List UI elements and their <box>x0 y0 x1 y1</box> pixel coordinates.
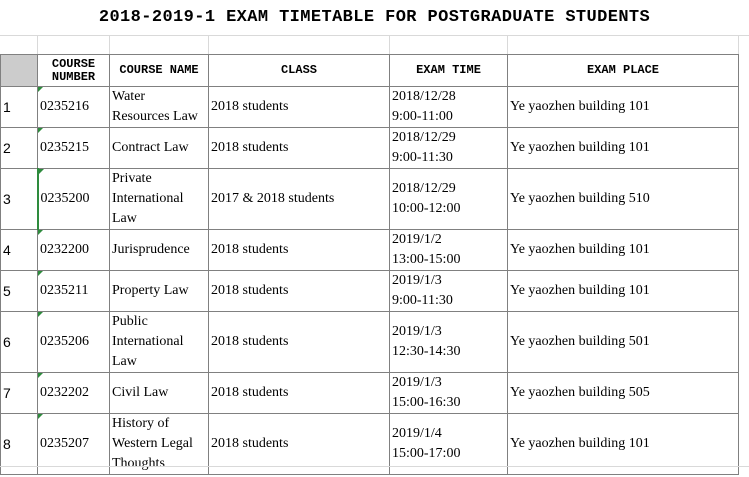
course-name-line: Water <box>112 89 146 104</box>
course-name-line: Private <box>112 171 152 186</box>
header-course-number[interactable]: COURSE NUMBER <box>38 55 110 87</box>
sheet-title: 2018-2019-1 EXAM TIMETABLE FOR POSTGRADUATE STUDENTS <box>98 8 651 27</box>
exam-hours: 12:30-14:30 <box>392 344 461 359</box>
course-number-cell[interactable]: 0235206 <box>38 312 110 373</box>
course-number-cell[interactable]: 0232200 <box>38 230 110 271</box>
course-number-cell[interactable]: 0235215 <box>38 128 110 169</box>
exam-place-cell[interactable]: Ye yaozhen building 101 <box>508 271 739 312</box>
row-number-cell[interactable]: 2 <box>1 128 38 169</box>
header-course-name[interactable]: COURSE NAME <box>110 55 209 87</box>
exam-place-cell[interactable]: Ye yaozhen building 101 <box>508 230 739 271</box>
course-number-cell[interactable]: 0235216 <box>38 87 110 128</box>
exam-time-cell[interactable] <box>390 87 508 128</box>
course-name-line: Contract Law <box>112 140 189 155</box>
course-name-cell[interactable] <box>110 312 209 373</box>
table-row <box>1 169 739 230</box>
course-name-line: Jurisprudence <box>112 242 190 257</box>
exam-date: 2019/1/3 <box>392 375 442 390</box>
empty-grid-row <box>0 35 749 55</box>
course-name-line: Law <box>112 354 137 369</box>
course-name-line: Thoughts <box>112 456 165 471</box>
exam-hours: 15:00-17:00 <box>392 446 461 461</box>
class-cell[interactable]: 2018 students <box>209 271 390 312</box>
exam-hours: 13:00-15:00 <box>392 252 461 267</box>
course-name-line: International <box>112 191 184 206</box>
row-number-cell[interactable]: 1 <box>1 87 38 128</box>
exam-place-cell[interactable]: Ye yaozhen building 510 <box>508 169 739 230</box>
row-number-cell[interactable]: 3 <box>1 169 38 230</box>
header-exam-time[interactable]: EXAM TIME <box>390 55 508 87</box>
exam-time-cell[interactable] <box>390 373 508 414</box>
exam-hours: 9:00-11:00 <box>392 109 453 124</box>
class-cell[interactable]: 2018 students <box>209 87 390 128</box>
exam-date: 2019/1/3 <box>392 324 442 339</box>
exam-place-cell[interactable]: Ye yaozhen building 101 <box>508 128 739 169</box>
exam-time-cell[interactable] <box>390 230 508 271</box>
exam-place-cell[interactable]: Ye yaozhen building 101 <box>508 87 739 128</box>
course-name-line: Public <box>112 314 148 329</box>
exam-date: 2018/12/29 <box>392 181 456 196</box>
exam-date: 2018/12/28 <box>392 89 456 104</box>
row-number-cell[interactable]: 8 <box>1 414 38 475</box>
exam-time-cell[interactable] <box>390 169 508 230</box>
course-name-cell[interactable] <box>110 128 209 169</box>
class-cell[interactable]: 2017 & 2018 students <box>209 169 390 230</box>
course-name-line: International <box>112 334 184 349</box>
exam-hours: 10:00-12:00 <box>392 201 461 216</box>
row-number-cell[interactable]: 6 <box>1 312 38 373</box>
exam-place-cell[interactable]: Ye yaozhen building 501 <box>508 312 739 373</box>
course-name-line: Property Law <box>112 283 189 298</box>
course-name-line: Civil Law <box>112 385 169 400</box>
course-name-cell[interactable] <box>110 87 209 128</box>
course-name-line: Law <box>112 211 137 226</box>
class-cell[interactable]: 2018 students <box>209 414 390 475</box>
course-name-line: Western Legal <box>112 436 193 451</box>
table-row <box>1 128 739 169</box>
course-name-cell[interactable] <box>110 271 209 312</box>
row-number-cell[interactable]: 5 <box>1 271 38 312</box>
table-row <box>1 230 739 271</box>
exam-time-cell[interactable] <box>390 271 508 312</box>
course-number-cell[interactable]: 0235211 <box>38 271 110 312</box>
class-cell[interactable]: 2018 students <box>209 312 390 373</box>
header-exam-place[interactable]: EXAM PLACE <box>508 55 739 87</box>
exam-date: 2018/12/29 <box>392 130 456 145</box>
table-row <box>1 87 739 128</box>
exam-date: 2019/1/3 <box>392 273 442 288</box>
exam-hours: 15:00-16:30 <box>392 395 461 410</box>
course-name-cell[interactable] <box>110 373 209 414</box>
row-header-corner[interactable] <box>1 55 38 87</box>
row-number-cell[interactable]: 4 <box>1 230 38 271</box>
exam-date: 2019/1/2 <box>392 232 442 247</box>
course-name-cell[interactable] <box>110 230 209 271</box>
course-name-line: History of <box>112 416 170 431</box>
exam-hours: 9:00-11:30 <box>392 293 453 308</box>
header-row <box>1 55 739 87</box>
course-name-cell[interactable] <box>110 169 209 230</box>
class-cell[interactable]: 2018 students <box>209 128 390 169</box>
course-number-cell[interactable]: 0235200 <box>38 169 110 230</box>
exam-place-cell[interactable]: Ye yaozhen building 505 <box>508 373 739 414</box>
class-cell[interactable]: 2018 students <box>209 230 390 271</box>
course-number-cell[interactable]: 0235207 <box>38 414 110 475</box>
exam-place-cell[interactable]: Ye yaozhen building 101 <box>508 414 739 475</box>
header-class[interactable]: CLASS <box>209 55 390 87</box>
row-number-cell[interactable]: 7 <box>1 373 38 414</box>
class-cell[interactable]: 2018 students <box>209 373 390 414</box>
course-name-line: Resources Law <box>112 109 198 124</box>
empty-grid-row-bottom <box>0 466 749 477</box>
table-row <box>1 312 739 373</box>
exam-time-cell[interactable] <box>390 312 508 373</box>
exam-hours: 9:00-11:30 <box>392 150 453 165</box>
course-number-cell[interactable]: 0232202 <box>38 373 110 414</box>
table-row <box>1 373 739 414</box>
exam-date: 2019/1/4 <box>392 426 442 441</box>
exam-time-cell[interactable] <box>390 128 508 169</box>
exam-timetable <box>0 54 739 475</box>
table-row <box>1 271 739 312</box>
